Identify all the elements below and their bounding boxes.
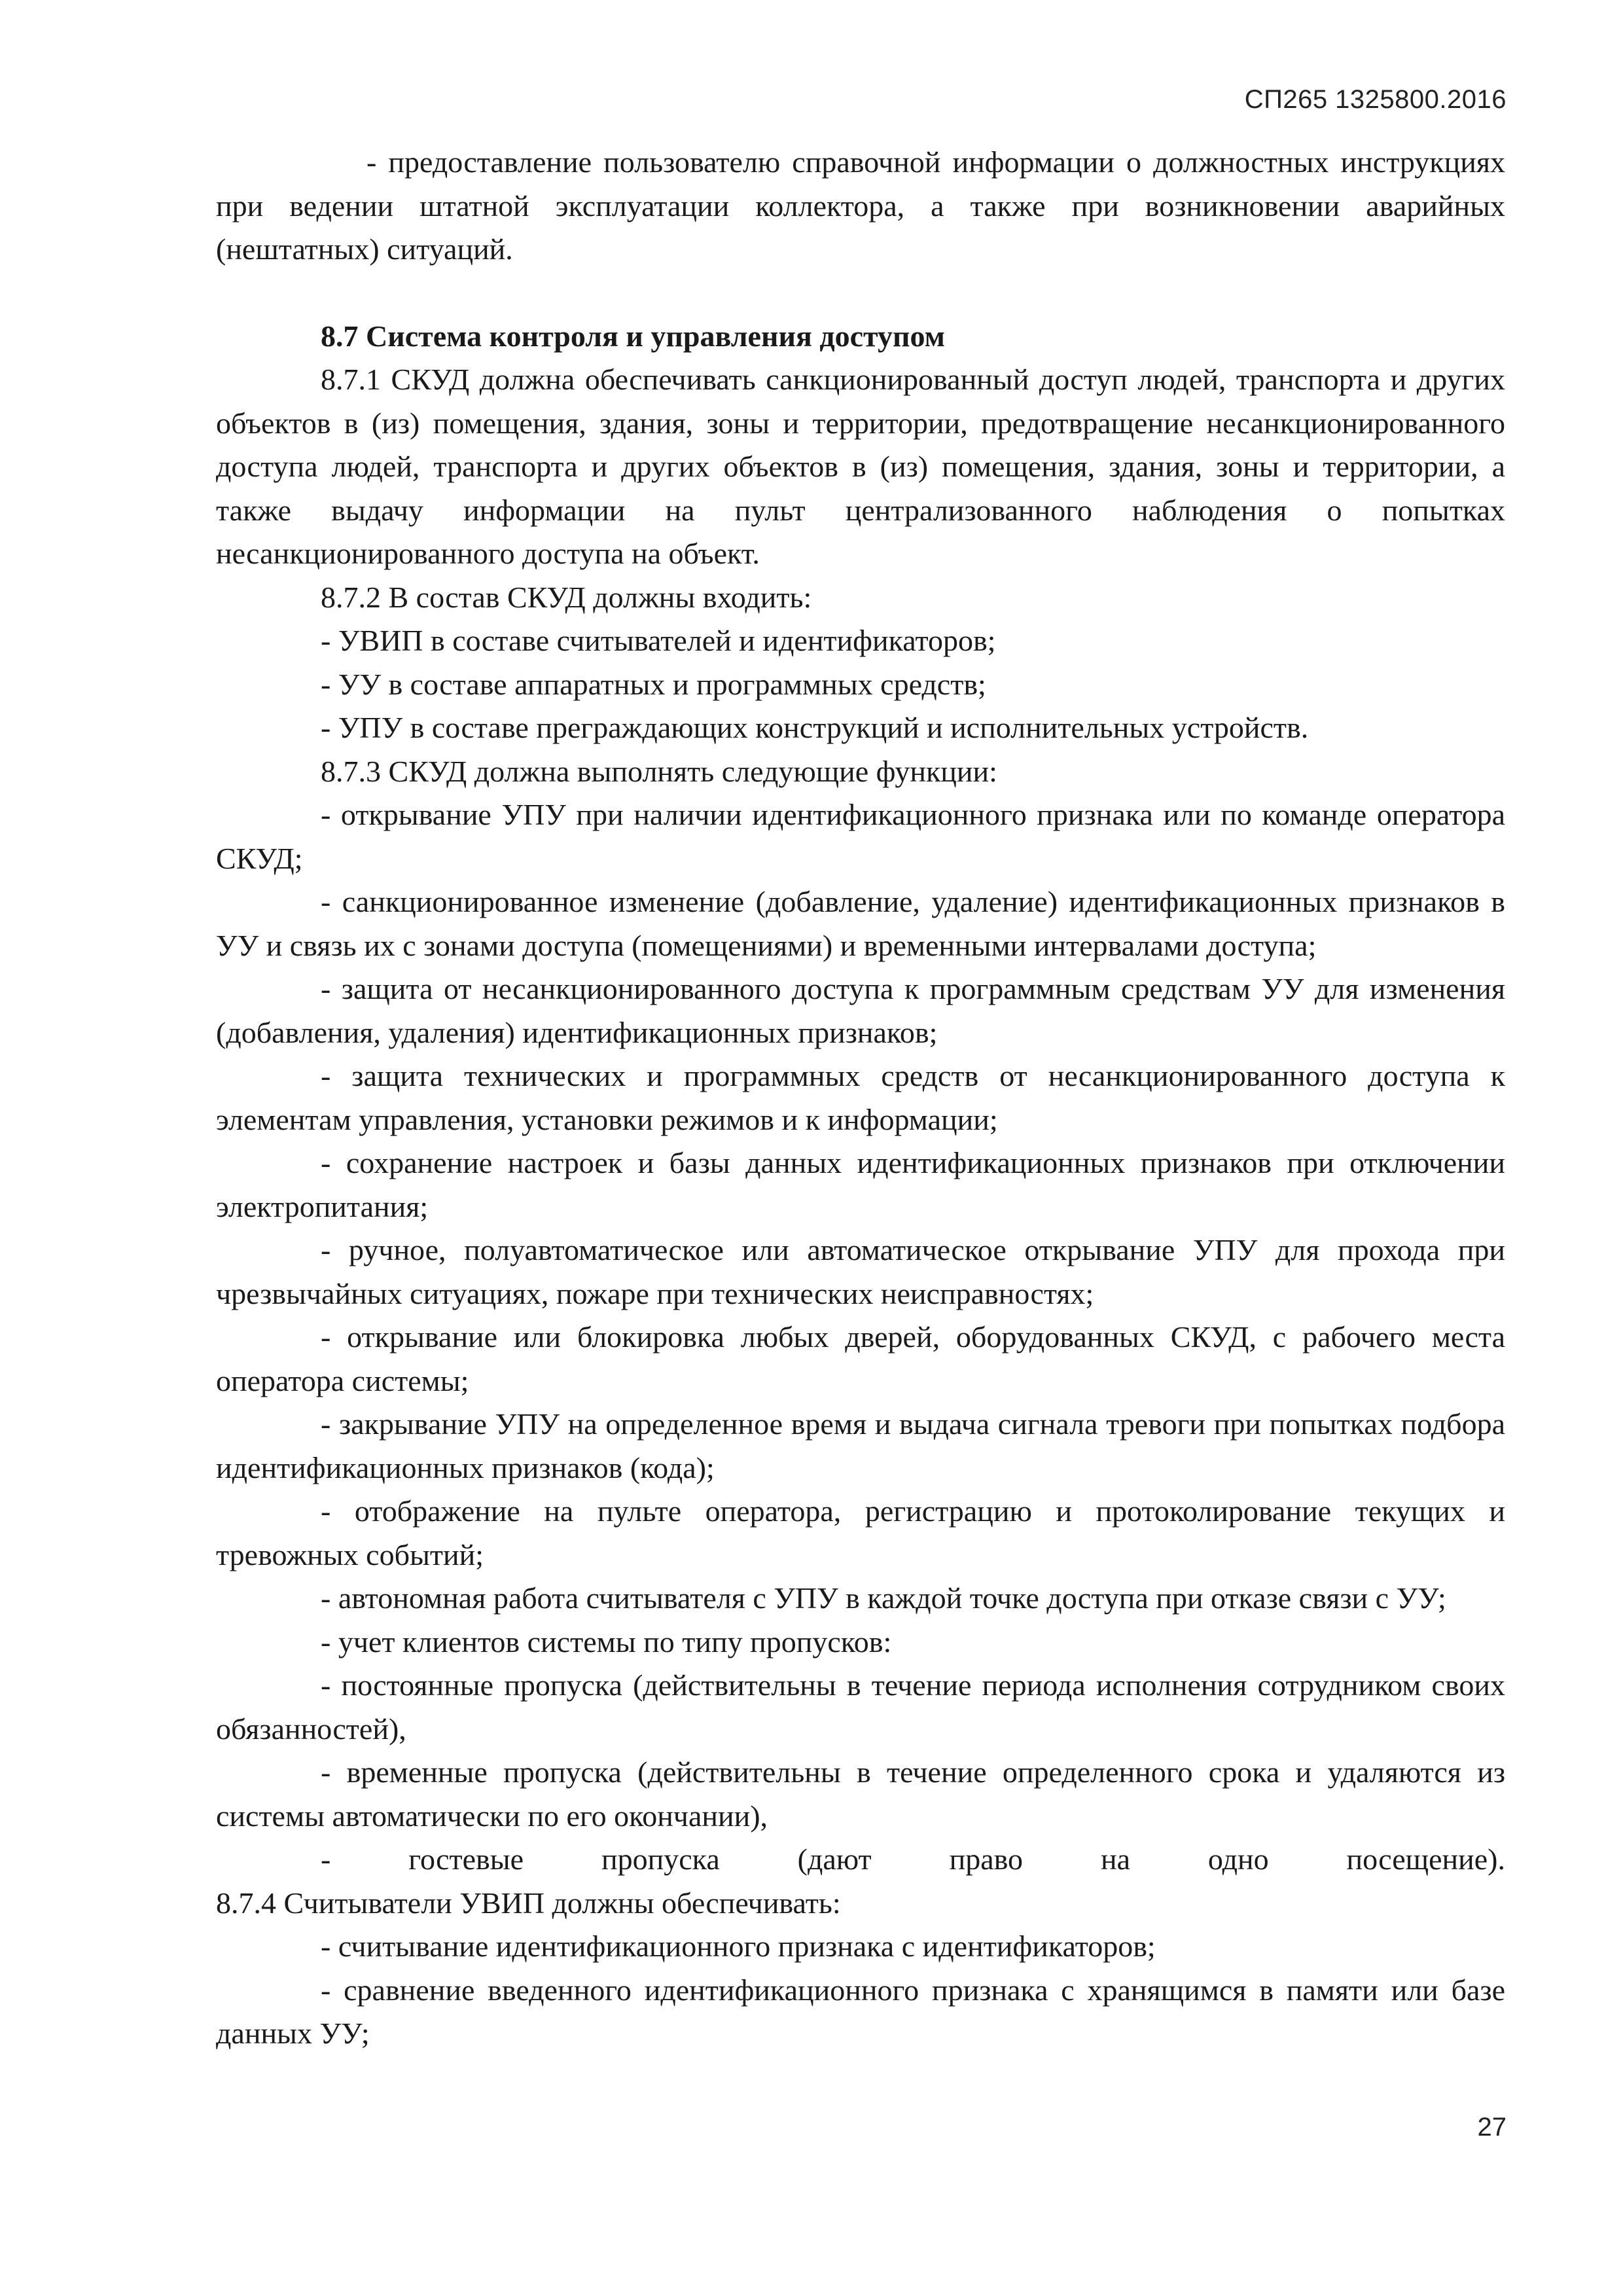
- document-code: СП265 1325800.2016: [1244, 85, 1507, 114]
- list-item-function: - открывание УПУ при наличии идентификационного признака или по команде оператора СКУД;: [216, 798, 1505, 875]
- list-item-uu: - УУ в составе аппаратных и программных средств;: [321, 667, 986, 701]
- list-item-uvip: - УВИП в составе считывателей и идентификаторов;: [321, 624, 996, 657]
- list-item-function: - отображение на пульте оператора, регистрацию и протоколирование текущих и тревожных событий;: [216, 1494, 1505, 1571]
- page-number: 27: [1477, 2113, 1507, 2142]
- list-item-function: - закрывание УПУ на определенное время и выдача сигнала тревоги при попытках подбора идентификационных признаков (кода);: [216, 1407, 1505, 1484]
- list-item-reader-function: - считывание идентификационного признака с идентификаторов;: [321, 1929, 1156, 1963]
- list-item-function: - санкционированное изменение (добавление, удаление) идентификационных признаков в УУ и связь их с зонами доступа (помещениями) и временными интервалами доступа;: [216, 885, 1505, 962]
- list-item-function: - открывание или блокировка любых дверей, оборудованных СКУД, с рабочего места оператора системы;: [216, 1320, 1505, 1397]
- list-item-function: - автономная работа считывателя с УПУ в каждой точке доступа при отказе связи с УУ;: [321, 1581, 1446, 1615]
- list-item-function: - защита от несанкционированного доступа к программным средствам УУ для изменения (добавления, удаления) идентификационных признаков;: [216, 972, 1505, 1049]
- list-item-function: - сохранение настроек и базы данных идентификационных признаков при отключении электропитания;: [216, 1146, 1505, 1223]
- list-item-pass-type: - гостевые пропуска (дают право на одно посещение).: [321, 1842, 1505, 1876]
- list-item-function: - ручное, полуавтоматическое или автоматическое открывание УПУ для прохода при чрезвычайных ситуациях, пожаре при технических неисправностях;: [216, 1233, 1505, 1310]
- paragraph-8-7-2: 8.7.2 В состав СКУД должны входить:: [321, 580, 812, 614]
- paragraph-8-7-4: 8.7.4 Считыватели УВИП должны обеспечивать:: [216, 1886, 841, 1920]
- list-item-pass-type: - временные пропуска (действительны в течение определенного срока и удаляются из системы автоматически по его окончании),: [216, 1755, 1505, 1833]
- list-item-upu: - УПУ в составе преграждающих конструкций и исполнительных устройств.: [321, 711, 1309, 744]
- paragraph-reference-info: - предоставление пользователю справочной информации о должностных инструкциях при ведении штатной эксплуатации коллектора, а также при возникновении аварийных (нештатных) ситуаций.: [216, 145, 1505, 266]
- paragraph-8-7-3: 8.7.3 СКУД должна выполнять следующие функции:: [321, 754, 997, 788]
- list-item-pass-type: - постоянные пропуска (действительны в течение периода исполнения сотрудником своих обязанностей),: [216, 1668, 1505, 1746]
- paragraph-8-7-1: 8.7.1 СКУД должна обеспечивать санкционированный доступ людей, транспорта и других объектов в (из) помещения, здания, зоны и территории, предотвращение несанкционированного доступа людей, транспорта и других объектов в (из) помещения, здания, зоны и территории, а также выдачу информации на пульт централизованного наблюдения о попытках несанкционированного доступа на объект.: [216, 363, 1505, 570]
- document-body: [216, 141, 1505, 2056]
- list-item-function: - защита технических и программных средств от несанкционированного доступа к элементам управления, установки режимов и к информации;: [216, 1059, 1505, 1136]
- list-item-function: - учет клиентов системы по типу пропусков:: [321, 1624, 892, 1659]
- list-item-reader-function: - сравнение введенного идентификационного признака с хранящимся в памяти или базе данных УУ;: [216, 1973, 1505, 2050]
- section-heading-8-7: 8.7 Система контроля и управления доступом: [321, 319, 945, 353]
